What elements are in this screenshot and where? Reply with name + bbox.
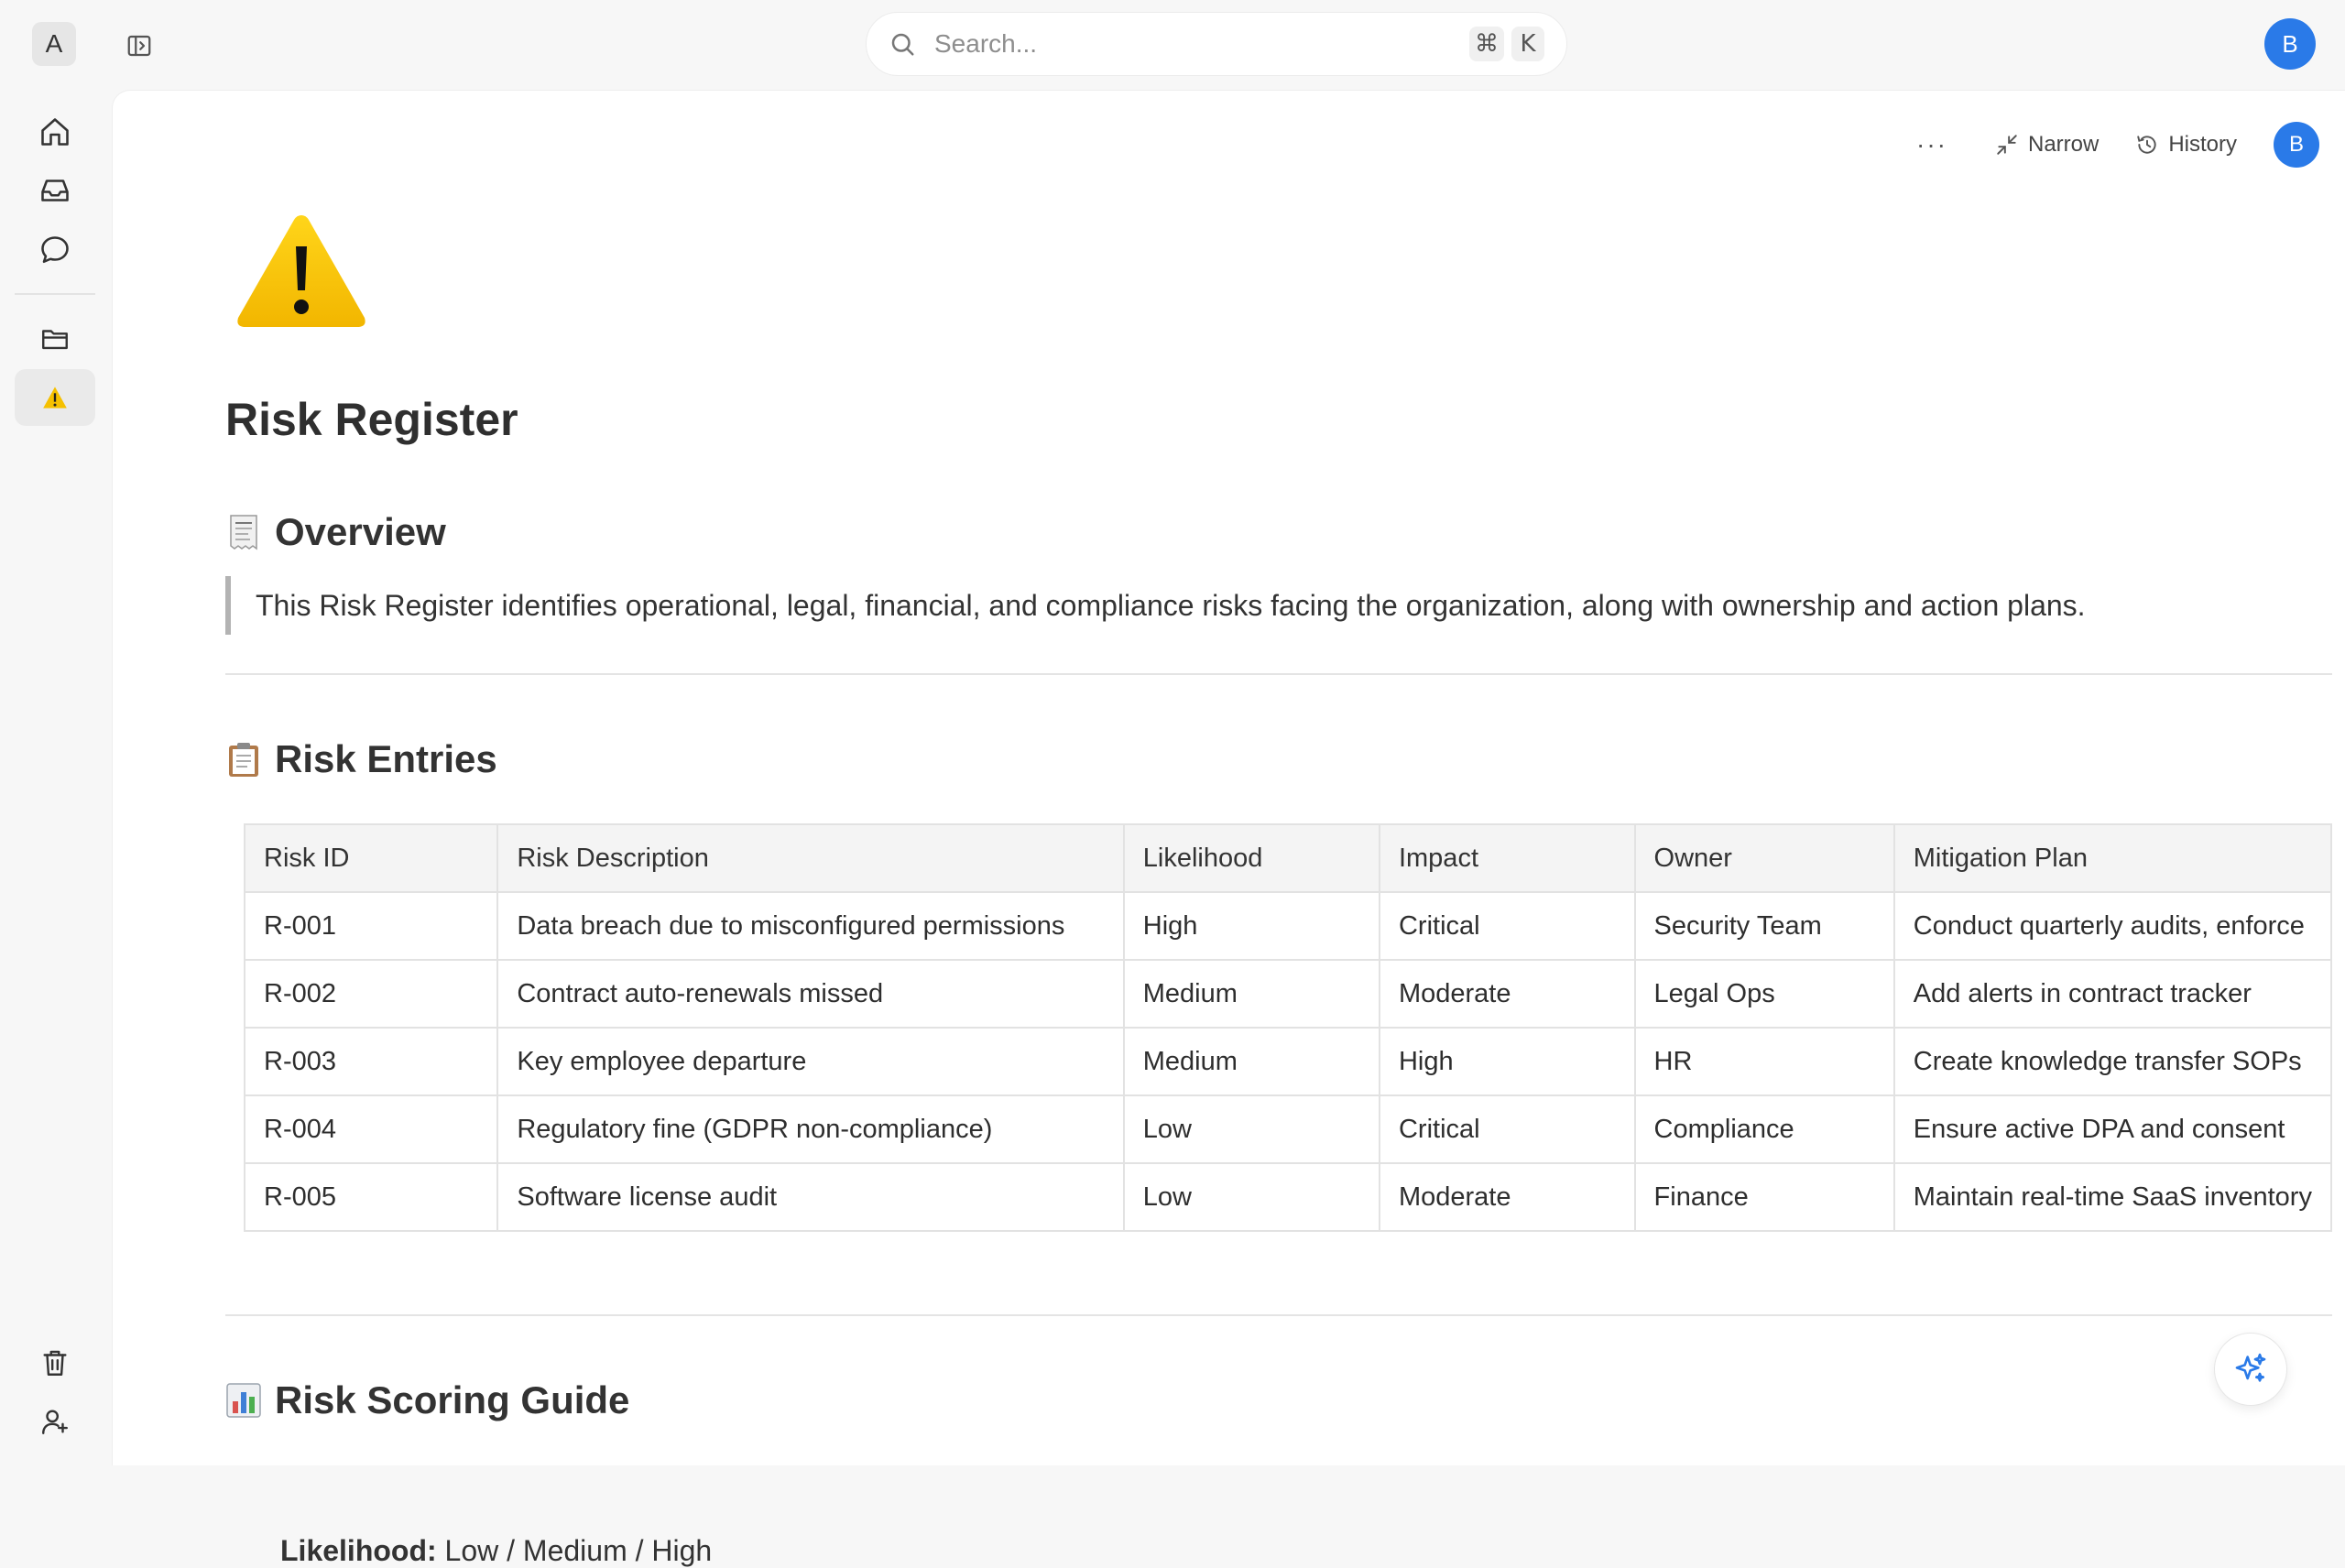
table-cell[interactable]: Maintain real-time SaaS inventory (1894, 1163, 2331, 1231)
sidebar-divider (15, 293, 95, 295)
page-title[interactable]: Risk Register (225, 394, 518, 445)
sidebar-item-risk-register[interactable] (15, 369, 95, 426)
warning-icon (42, 386, 68, 409)
sparkle-icon (2232, 1351, 2269, 1388)
table-cell[interactable]: High (1380, 1028, 1635, 1095)
table-cell[interactable]: Software license audit (497, 1163, 1123, 1231)
history-button[interactable] (2122, 122, 2250, 168)
home-icon (38, 115, 71, 148)
table-cell[interactable]: R-005 (245, 1163, 497, 1231)
invite-member-button[interactable] (35, 1401, 75, 1442)
table-cell[interactable]: High (1124, 892, 1380, 960)
risk-scoring-heading (225, 1378, 629, 1422)
table-cell[interactable]: R-002 (245, 960, 497, 1028)
more-options-button[interactable]: ··· (1916, 130, 1947, 158)
page-toolbar (1892, 122, 2319, 168)
table-cell[interactable]: Critical (1380, 1095, 1635, 1163)
divider (225, 1314, 2332, 1316)
table-row (245, 1028, 2331, 1095)
chat-icon (38, 234, 71, 267)
bar-chart-icon (225, 1382, 262, 1419)
table-cell[interactable]: Ensure active DPA and consent (1894, 1095, 2331, 1163)
scoring-likelihood-item (280, 1534, 712, 1568)
search-bar[interactable] (866, 12, 1567, 76)
collapse-width-icon (1995, 133, 2019, 157)
receipt-icon (225, 514, 262, 550)
search-icon (889, 28, 920, 60)
column-header[interactable]: Owner (1635, 824, 1894, 892)
table-cell[interactable]: Create knowledge transfer SOPs (1894, 1028, 2331, 1095)
table-cell[interactable]: HR (1635, 1028, 1894, 1095)
folder-icon (39, 323, 71, 354)
table-cell[interactable]: Security Team (1635, 892, 1894, 960)
table-cell[interactable]: Critical (1380, 892, 1635, 960)
chat-button[interactable] (35, 230, 75, 270)
sidebar-toggle-button[interactable] (121, 27, 158, 64)
table-row (245, 892, 2331, 960)
workspace-switcher[interactable]: A (32, 22, 76, 66)
table-cell[interactable]: Moderate (1380, 960, 1635, 1028)
collaborator-avatar[interactable]: B (2274, 122, 2319, 168)
table-cell[interactable]: R-003 (245, 1028, 497, 1095)
table-cell[interactable]: Medium (1124, 1028, 1380, 1095)
table-cell[interactable]: R-001 (245, 892, 497, 960)
table-cell[interactable]: Low (1124, 1095, 1380, 1163)
home-button[interactable] (35, 112, 75, 152)
table-row (245, 960, 2331, 1028)
risk-entries-heading-text: Risk Entries (275, 737, 497, 780)
sidebar-toggle-icon (125, 32, 153, 60)
overview-heading-text: Overview (275, 510, 446, 553)
page-warning-icon (234, 212, 368, 331)
table-cell[interactable]: R-004 (245, 1095, 497, 1163)
table-cell[interactable]: Moderate (1380, 1163, 1635, 1231)
likelihood-values: Low / Medium / High (444, 1534, 713, 1567)
table-cell[interactable]: Medium (1124, 960, 1380, 1028)
table-header-row (245, 824, 2331, 892)
trash-icon (39, 1347, 71, 1378)
table-cell[interactable]: Add alerts in contract tracker (1894, 960, 2331, 1028)
table-cell[interactable]: Conduct quarterly audits, enforce (1894, 892, 2331, 960)
history-label: History (2168, 132, 2237, 157)
column-header[interactable]: Risk ID (245, 824, 497, 892)
likelihood-label: Likelihood: (280, 1534, 437, 1567)
trash-button[interactable] (35, 1343, 75, 1383)
inbox-icon (38, 174, 71, 207)
table-cell[interactable]: Compliance (1635, 1095, 1894, 1163)
column-header[interactable]: Impact (1380, 824, 1635, 892)
inbox-button[interactable] (35, 170, 75, 211)
column-header[interactable]: Mitigation Plan (1894, 824, 2331, 892)
table-row (245, 1163, 2331, 1231)
narrow-label: Narrow (2027, 132, 2100, 157)
table-cell[interactable]: Contract auto-renewals missed (497, 960, 1123, 1028)
history-icon (2135, 133, 2159, 157)
shortcut-cmd-key: ⌘ (1469, 27, 1504, 61)
table-cell[interactable]: Regulatory fine (GDPR non-compliance) (497, 1095, 1123, 1163)
search-input[interactable] (934, 29, 1462, 59)
overview-quote (225, 576, 2332, 635)
overview-heading (225, 510, 446, 554)
table-cell[interactable]: Data breach due to misconfigured permissions (497, 892, 1123, 960)
overview-text: This Risk Register identifies operational, legal, financial, and compliance risks facing the organization, along with ownership and action plans. (256, 588, 2086, 622)
column-header[interactable]: Likelihood (1124, 824, 1380, 892)
folder-button[interactable] (35, 319, 75, 359)
user-avatar[interactable]: B (2264, 18, 2316, 70)
clipboard-icon (225, 741, 262, 778)
ai-assistant-button[interactable] (2214, 1333, 2287, 1406)
table-cell[interactable]: Legal Ops (1635, 960, 1894, 1028)
shortcut-k-key: K (1511, 27, 1544, 61)
column-header[interactable]: Risk Description (497, 824, 1123, 892)
table-row (245, 1095, 2331, 1163)
table-cell[interactable]: Key employee departure (497, 1028, 1123, 1095)
risk-scoring-heading-text: Risk Scoring Guide (275, 1378, 630, 1421)
risk-entries-heading (225, 737, 497, 781)
narrow-button[interactable] (1982, 122, 2111, 168)
document-panel (112, 90, 2345, 1567)
table-cell[interactable]: Finance (1635, 1163, 1894, 1231)
add-user-icon (39, 1406, 71, 1437)
table-cell[interactable]: Low (1124, 1163, 1380, 1231)
divider (225, 673, 2332, 675)
risk-table (244, 823, 2332, 1232)
